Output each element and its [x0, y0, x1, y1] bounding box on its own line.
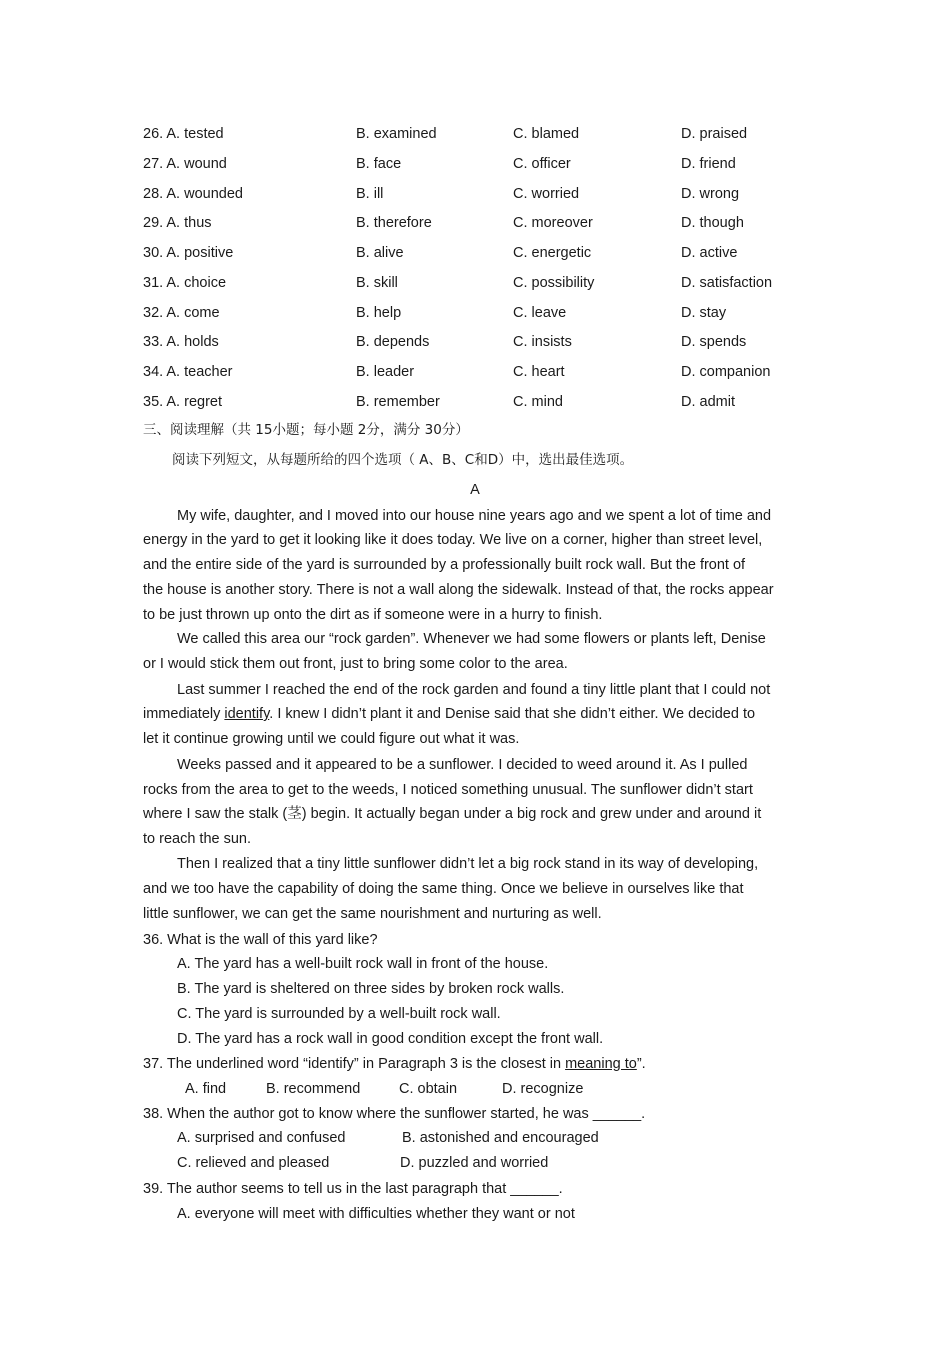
option-d: D. active	[681, 245, 738, 261]
option-c: C. energetic	[513, 245, 592, 261]
passage-label: A	[470, 482, 480, 498]
option-c: C. worried	[513, 186, 580, 202]
option-row-28	[143, 184, 903, 204]
paragraph-line: Weeks passed and it appeared to be a sunflower. I decided to weed around it. As I pulled	[177, 757, 748, 773]
option-d: D. wrong	[681, 186, 740, 202]
option-a: 32. A. come	[143, 305, 220, 321]
option-b: B. therefore	[356, 215, 432, 231]
option-a: 28. A. wounded	[143, 186, 243, 202]
option-d: D. companion	[681, 364, 771, 380]
option-b: B. help	[356, 305, 402, 321]
option-b: B. remember	[356, 394, 440, 410]
section-heading: 三、阅读理解（共 15小题；每小题 2分，满分 30分）	[143, 422, 469, 438]
question-option: A. find	[185, 1081, 227, 1097]
option-a: 35. A. regret	[143, 394, 222, 410]
paragraph-line: We called this area our “rock garden”. Whenever we had some flowers or plants left, Denise	[177, 631, 766, 647]
option-a: 26. A. tested	[143, 126, 224, 142]
option-b: B. depends	[356, 334, 430, 350]
question-option: B. The yard is sheltered on three sides by broken rock walls.	[177, 981, 565, 997]
option-row-35	[143, 392, 903, 412]
option-row-34	[143, 362, 903, 382]
option-a: 33. A. holds	[143, 334, 219, 350]
option-row-32	[143, 303, 903, 323]
option-b: B. skill	[356, 275, 398, 291]
question-option: A. everyone will meet with difficulties whether they want or not	[177, 1206, 575, 1222]
paragraph-line: and the entire side of the yard is surrounded by a professionally built rock wall. But the front of	[143, 557, 746, 573]
question-option: A. The yard has a well-built rock wall in front of the house.	[177, 956, 549, 972]
underlined-word: identify	[224, 706, 270, 722]
paragraph-line: My wife, daughter, and I moved into our house nine years ago and we spent a lot of time and	[177, 508, 772, 524]
option-c: C. heart	[513, 364, 565, 380]
option-c: C. leave	[513, 305, 567, 321]
paragraph-line: let it continue growing until we could figure out what it was.	[143, 731, 520, 747]
option-row-31	[143, 273, 903, 293]
option-b: B. ill	[356, 186, 384, 202]
question-37	[143, 1054, 646, 1074]
option-b: B. leader	[356, 364, 415, 380]
option-a: 29. A. thus	[143, 215, 212, 231]
paragraph-line: Then I realized that a tiny little sunflower didn’t let a big rock stand in its way of developing,	[177, 856, 759, 872]
option-row-30	[143, 243, 903, 263]
paragraph-line: little sunflower, we can get the same nourishment and nurturing as well.	[143, 906, 602, 922]
section-instruction: 阅读下列短文，从每题所给的四个选项（ A、B、C和D）中，选出最佳选项。	[172, 452, 634, 468]
option-a: 30. A. positive	[143, 245, 234, 261]
paragraph-line: to be just thrown up onto the dirt as if someone were in a hurry to finish.	[143, 607, 603, 623]
option-row-26	[143, 124, 903, 144]
paragraph-line	[143, 704, 755, 724]
question-39: 39. The author seems to tell us in the last paragraph that ______.	[143, 1181, 563, 1197]
underlined-word: meaning to	[565, 1056, 637, 1072]
question-option: C. The yard is surrounded by a well-built rock wall.	[177, 1006, 501, 1022]
option-a: 34. A. teacher	[143, 364, 233, 380]
option-c: C. insists	[513, 334, 572, 350]
question-option: C. relieved and pleased	[177, 1155, 330, 1171]
option-row-33	[143, 332, 903, 352]
option-d: D. stay	[681, 305, 727, 321]
question-option: B. recommend	[266, 1081, 361, 1097]
question-option: A. surprised and confused	[177, 1130, 346, 1146]
paragraph-line: rocks from the area to get to the weeds, I noticed something unusual. The sunflower didn’t start	[143, 782, 753, 798]
question-38: 38. When the author got to know where the sunflower started, he was ______.	[143, 1106, 646, 1122]
question-option: B. astonished and encouraged	[402, 1130, 599, 1146]
option-c: C. possibility	[513, 275, 595, 291]
text-segment: . I knew I didn’t plant it and Denise said that she didn’t either. We decided to	[269, 706, 756, 722]
option-b: B. examined	[356, 126, 437, 142]
question-option: D. The yard has a rock wall in good condition except the front wall.	[177, 1031, 604, 1047]
option-a: 31. A. choice	[143, 275, 227, 291]
question-36: 36. What is the wall of this yard like?	[143, 932, 378, 948]
text-segment: immediately	[143, 706, 225, 722]
option-b: B. alive	[356, 245, 404, 261]
text-segment: 37. The underlined word “identify” in Paragraph 3 is the closest in	[143, 1056, 566, 1072]
option-d: D. though	[681, 215, 744, 231]
question-option: D. recognize	[502, 1081, 584, 1097]
paragraph-line: energy in the yard to get it looking like it does today. We live on a corner, higher than street level,	[143, 532, 763, 548]
option-d: D. spends	[681, 334, 747, 350]
option-c: C. blamed	[513, 126, 580, 142]
paragraph-line: where I saw the stalk (茎) begin. It actually began under a big rock and grew under and around it	[143, 806, 762, 822]
option-row-29	[143, 213, 903, 233]
option-c: C. mind	[513, 394, 563, 410]
option-c: C. officer	[513, 156, 571, 172]
question-option: D. puzzled and worried	[400, 1155, 549, 1171]
option-d: D. admit	[681, 394, 735, 410]
option-a: 27. A. wound	[143, 156, 227, 172]
option-d: D. friend	[681, 156, 736, 172]
paragraph-line: Last summer I reached the end of the rock garden and found a tiny little plant that I could not	[177, 682, 771, 698]
paragraph-line: the house is another story. There is not a wall along the sidewalk. Instead of that, the rocks appear	[143, 582, 774, 598]
paragraph-line: or I would stick them out front, just to bring some color to the area.	[143, 656, 568, 672]
text-segment: ”.	[636, 1056, 646, 1072]
option-row-27	[143, 154, 903, 174]
paragraph-line: to reach the sun.	[143, 831, 252, 847]
option-c: C. moreover	[513, 215, 593, 231]
option-d: D. satisfaction	[681, 275, 773, 291]
option-b: B. face	[356, 156, 402, 172]
question-option: C. obtain	[399, 1081, 458, 1097]
option-d: D. praised	[681, 126, 748, 142]
paragraph-line: and we too have the capability of doing the same thing. Once we believe in ourselves like that	[143, 881, 744, 897]
